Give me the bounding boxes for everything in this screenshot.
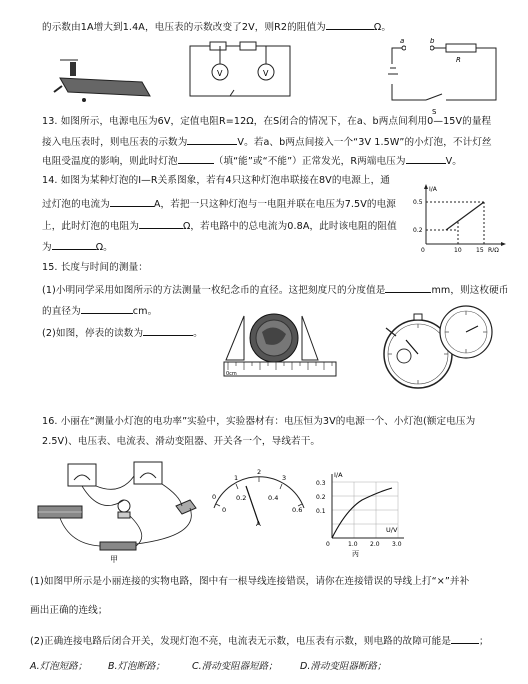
- option-c[interactable]: C.滑动变阻器短路；: [192, 661, 278, 672]
- option-a[interactable]: A.灯泡短路；: [30, 661, 88, 672]
- svg-text:b: b: [430, 38, 435, 45]
- q14-line-4: 为 Ω。: [42, 242, 113, 253]
- answer-blank[interactable]: [385, 283, 431, 293]
- q16-part1-line-1: (1)如图甲所示是小丽连接的实物电路，图中有一根导线连接错误，请你在连接错误的导线上打“×”并补: [30, 576, 470, 587]
- option-b[interactable]: B.灯泡断路；: [108, 661, 166, 672]
- q14-line-1: 14. 如图为某种灯泡的I—R关系图象，若有4只这种灯泡串联接在8V的电源上，通: [42, 175, 390, 186]
- svg-text:V: V: [263, 69, 269, 78]
- q13-line-3: 电阻受温度的影响，则此时灯泡 （填“能”或“不能”）正常发光，R两端电压为 V。: [42, 156, 462, 167]
- stopwatch-figure: [356, 300, 506, 392]
- svg-text:0.2: 0.2: [413, 227, 423, 234]
- q15-line-1: (1)小明同学采用如图所示的方法测量一枚纪念币的直径。这把刻度尺的分度值是 mm，则这枚硬币: [42, 285, 509, 296]
- answer-blank[interactable]: [326, 20, 374, 30]
- q12-tail-line: 的示数由1A增大到1.4A，电压表的示数改变了2V，则R2的阻值为 Ω。: [42, 22, 392, 33]
- circuit-figure-voltmeters: [180, 38, 300, 113]
- svg-text:0: 0: [326, 541, 330, 548]
- svg-text:2.0: 2.0: [370, 541, 380, 548]
- rheostat-figure: [50, 40, 160, 110]
- i-u-graph: [312, 470, 408, 558]
- svg-text:a: a: [400, 38, 405, 45]
- answer-blank[interactable]: [52, 240, 96, 250]
- svg-text:I/A: I/A: [334, 471, 343, 479]
- answer-blank[interactable]: [81, 304, 133, 314]
- svg-text:0.5: 0.5: [413, 199, 423, 206]
- q16-part1-line-2: 画出正确的连线；: [30, 605, 108, 616]
- svg-text:0cm: 0cm: [226, 371, 237, 377]
- option-d[interactable]: D.滑动变阻器断路；: [300, 661, 387, 672]
- svg-text:R/Ω: R/Ω: [488, 247, 499, 252]
- ammeter-dial: [206, 468, 312, 528]
- q15-line-2: 的直径为 cm。: [42, 306, 158, 317]
- svg-text:U/V: U/V: [386, 526, 398, 534]
- svg-text:0.1: 0.1: [316, 508, 326, 515]
- kit-circuit-figure: [30, 456, 210, 564]
- svg-text:3.0: 3.0: [392, 541, 402, 548]
- svg-text:R: R: [456, 56, 461, 64]
- q16-part2-line: (2)正确连接电路后闭合开关，发现灯泡不亮，电流表无示数，电压表有示数，则电路的故障可能是 ；: [30, 636, 489, 647]
- answer-blank[interactable]: [451, 634, 479, 644]
- answer-blank[interactable]: [139, 219, 183, 229]
- q16-line-1: 16. 小丽在“测量小灯泡的电功率”实验中，实验器材有：电压恒为3V的电源一个、小灯泡(额定电压为: [42, 416, 476, 427]
- q14-line-3: 上，此时灯泡的电阻为 Ω，若电路中的总电流为0.8A，此时该电阻的阻值: [42, 221, 397, 232]
- circuit-figure-ab: [386, 38, 504, 116]
- q13-line-1: 13. 如图所示，电源电压为6V，定值电阻R=12Ω，在S闭合的情况下，在a、b两点间利用0—15V的量程: [42, 116, 492, 127]
- coin-ruler-figure: [222, 312, 340, 378]
- q14-line-2: 过灯泡的电流为 A，若把一只这种灯泡与一电阻并联在电压为7.5V的电源: [42, 199, 397, 210]
- svg-text:0.3: 0.3: [316, 480, 326, 487]
- svg-text:3: 3: [282, 474, 287, 482]
- svg-text:15: 15: [476, 247, 484, 252]
- svg-text:1.0: 1.0: [348, 541, 358, 548]
- svg-text:0: 0: [222, 506, 227, 514]
- svg-text:A: A: [256, 520, 261, 528]
- q13-line-2: 接入电压表时，则电压表的示数为 V。若a、b两点间接入一个“3V 1.5W”的小灯泡，不计灯丝: [42, 137, 492, 148]
- answer-blank[interactable]: [178, 154, 214, 164]
- q16-line-2: 2.5V)、电压表、电流表、滑动变阻器、开关各一个，导线若干。: [42, 436, 321, 447]
- i-r-graph: [408, 182, 508, 252]
- svg-text:S: S: [432, 108, 437, 116]
- svg-text:1: 1: [234, 474, 239, 482]
- answer-blank[interactable]: [143, 326, 193, 336]
- svg-text:0.6: 0.6: [292, 506, 303, 514]
- svg-text:V: V: [217, 69, 223, 78]
- answer-blank[interactable]: [406, 154, 446, 164]
- svg-text:甲: 甲: [110, 555, 118, 564]
- q15-line-3: (2)如图，停表的读数为 。: [42, 328, 203, 339]
- svg-text:0: 0: [421, 247, 425, 252]
- svg-text:2: 2: [257, 468, 262, 476]
- svg-text:10: 10: [454, 247, 462, 252]
- svg-text:0: 0: [212, 493, 217, 501]
- svg-text:0.2: 0.2: [316, 494, 326, 501]
- svg-text:0.2: 0.2: [236, 494, 247, 502]
- q15-title: 15. 长度与时间的测量：: [42, 262, 148, 273]
- answer-blank[interactable]: [110, 197, 154, 207]
- answer-blank[interactable]: [187, 135, 237, 145]
- svg-text:0.4: 0.4: [268, 494, 279, 502]
- svg-text:丙: 丙: [352, 550, 359, 558]
- svg-text:I/A: I/A: [429, 186, 437, 193]
